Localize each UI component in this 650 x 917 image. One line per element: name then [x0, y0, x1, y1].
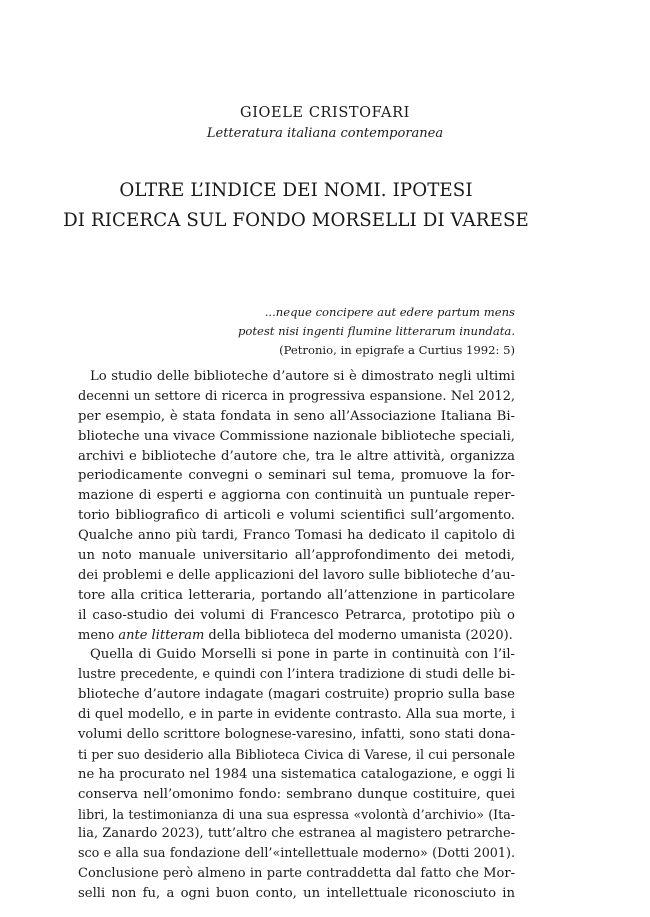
epigraph-source: (Petronio, in epigrafe a Curtius 1992: 5)	[279, 343, 515, 357]
text-fragment: della biblioteca del moderno umanista (2020).	[204, 627, 513, 643]
text-line: per esempio, è stata fondata in seno all’Associazione Italiana Bi-	[78, 408, 515, 424]
author-name: GIOELE CRISTOFARI	[240, 105, 410, 121]
chapter-title-line-1: OLTRE L’INDICE DEI NOMI. IPOTESI	[119, 180, 473, 201]
text-line: periodicamente convegni o seminari sul tema, promuove la for-	[78, 468, 515, 484]
text-line: decenni un settore di ricerca in progressiva espansione. Nel 2012,	[78, 388, 515, 404]
text-line: lia, Zanardo 2023), tutt’altro che estranea al magistero petrarche-	[78, 826, 515, 842]
text-fragment: meno	[78, 627, 119, 643]
text-line: Qualche anno più tardi, Franco Tomasi ha dedicato il capitolo di	[78, 528, 515, 544]
text-line: il caso-studio dei volumi di Francesco Petrarca, prototipo più o	[78, 607, 515, 623]
epigraph-line-1: ...neque concipere aut edere partum mens	[264, 305, 515, 319]
text-line: volumi dello scrittore bolognese-varesino, infatti, sono stati dona-	[78, 727, 515, 743]
text-line: tore alla critica letteraria, portando all’attenzione in particolare	[78, 587, 515, 603]
text-line: un noto manuale universitario all’approfondimento dei metodi,	[78, 548, 515, 564]
text-line: sco e alla sua fondazione dell’«intellettuale moderno» (Dotti 2001).	[78, 846, 515, 862]
text-line: di quel modello, e in parte in evidente contrasto. Alla sua morte, i	[78, 707, 515, 723]
text-line: conserva nell’omonimo fondo: sembrano dunque costituire, quei	[78, 786, 515, 802]
chapter-title	[0, 176, 592, 236]
text-line: ne ha procurato nel 1984 una sistematica catalogazione, e oggi li	[78, 766, 515, 782]
italic-phrase: ante litteram	[118, 627, 205, 643]
text-line: blioteche una vivace Commissione nazionale biblioteche speciali,	[78, 428, 515, 444]
text-line: blioteche d’autore indagate (magari costruite) proprio sulla base	[78, 687, 515, 703]
epigraph	[115, 303, 515, 360]
text-line: dei problemi e delle applicazioni del lavoro sulle biblioteche d’au-	[78, 567, 515, 583]
author-affiliation: Letteratura italiana contemporanea	[206, 126, 444, 141]
text-line	[78, 626, 515, 646]
paragraph-2	[78, 645, 515, 904]
text-line: libri, la testimonianza di una sua espressa «volontà d’archivio» (Ita-	[78, 806, 515, 822]
text-line: Lo studio delle biblioteche d’autore si è dimostrato negli ultimi	[90, 369, 515, 384]
text-line: Quella di Guido Morselli si pone in parte in continuità con l’il-	[90, 647, 515, 663]
text-line: torio bibliografico di articoli e volumi scientifici sull’argomento.	[78, 508, 515, 524]
chapter-title-line-2: DI RICERCA SUL FONDO MORSELLI DI VARESE	[63, 210, 529, 231]
text-line: Conclusione però almeno in parte contraddetta dal fatto che Mor-	[78, 866, 515, 882]
text-line: selli non fu, a ogni buon conto, un intellettuale riconosciuto in	[78, 886, 515, 902]
body-text	[78, 367, 515, 904]
text-line: ti per suo desiderio alla Biblioteca Civica di Varese, il cui personale	[78, 746, 515, 762]
text-line: lustre precedente, e quindi con l’intera tradizione di studi delle bi-	[78, 667, 515, 683]
paragraph-1	[78, 367, 515, 645]
text-line: mazione di esperti e aggiorna con continuità un puntuale reper-	[78, 488, 515, 504]
epigraph-line-2: potest nisi ingenti flumine litterarum inundata.	[237, 324, 515, 338]
text-line: archivi e biblioteche d’autore che, tra le altre attività, organizza	[78, 448, 515, 464]
